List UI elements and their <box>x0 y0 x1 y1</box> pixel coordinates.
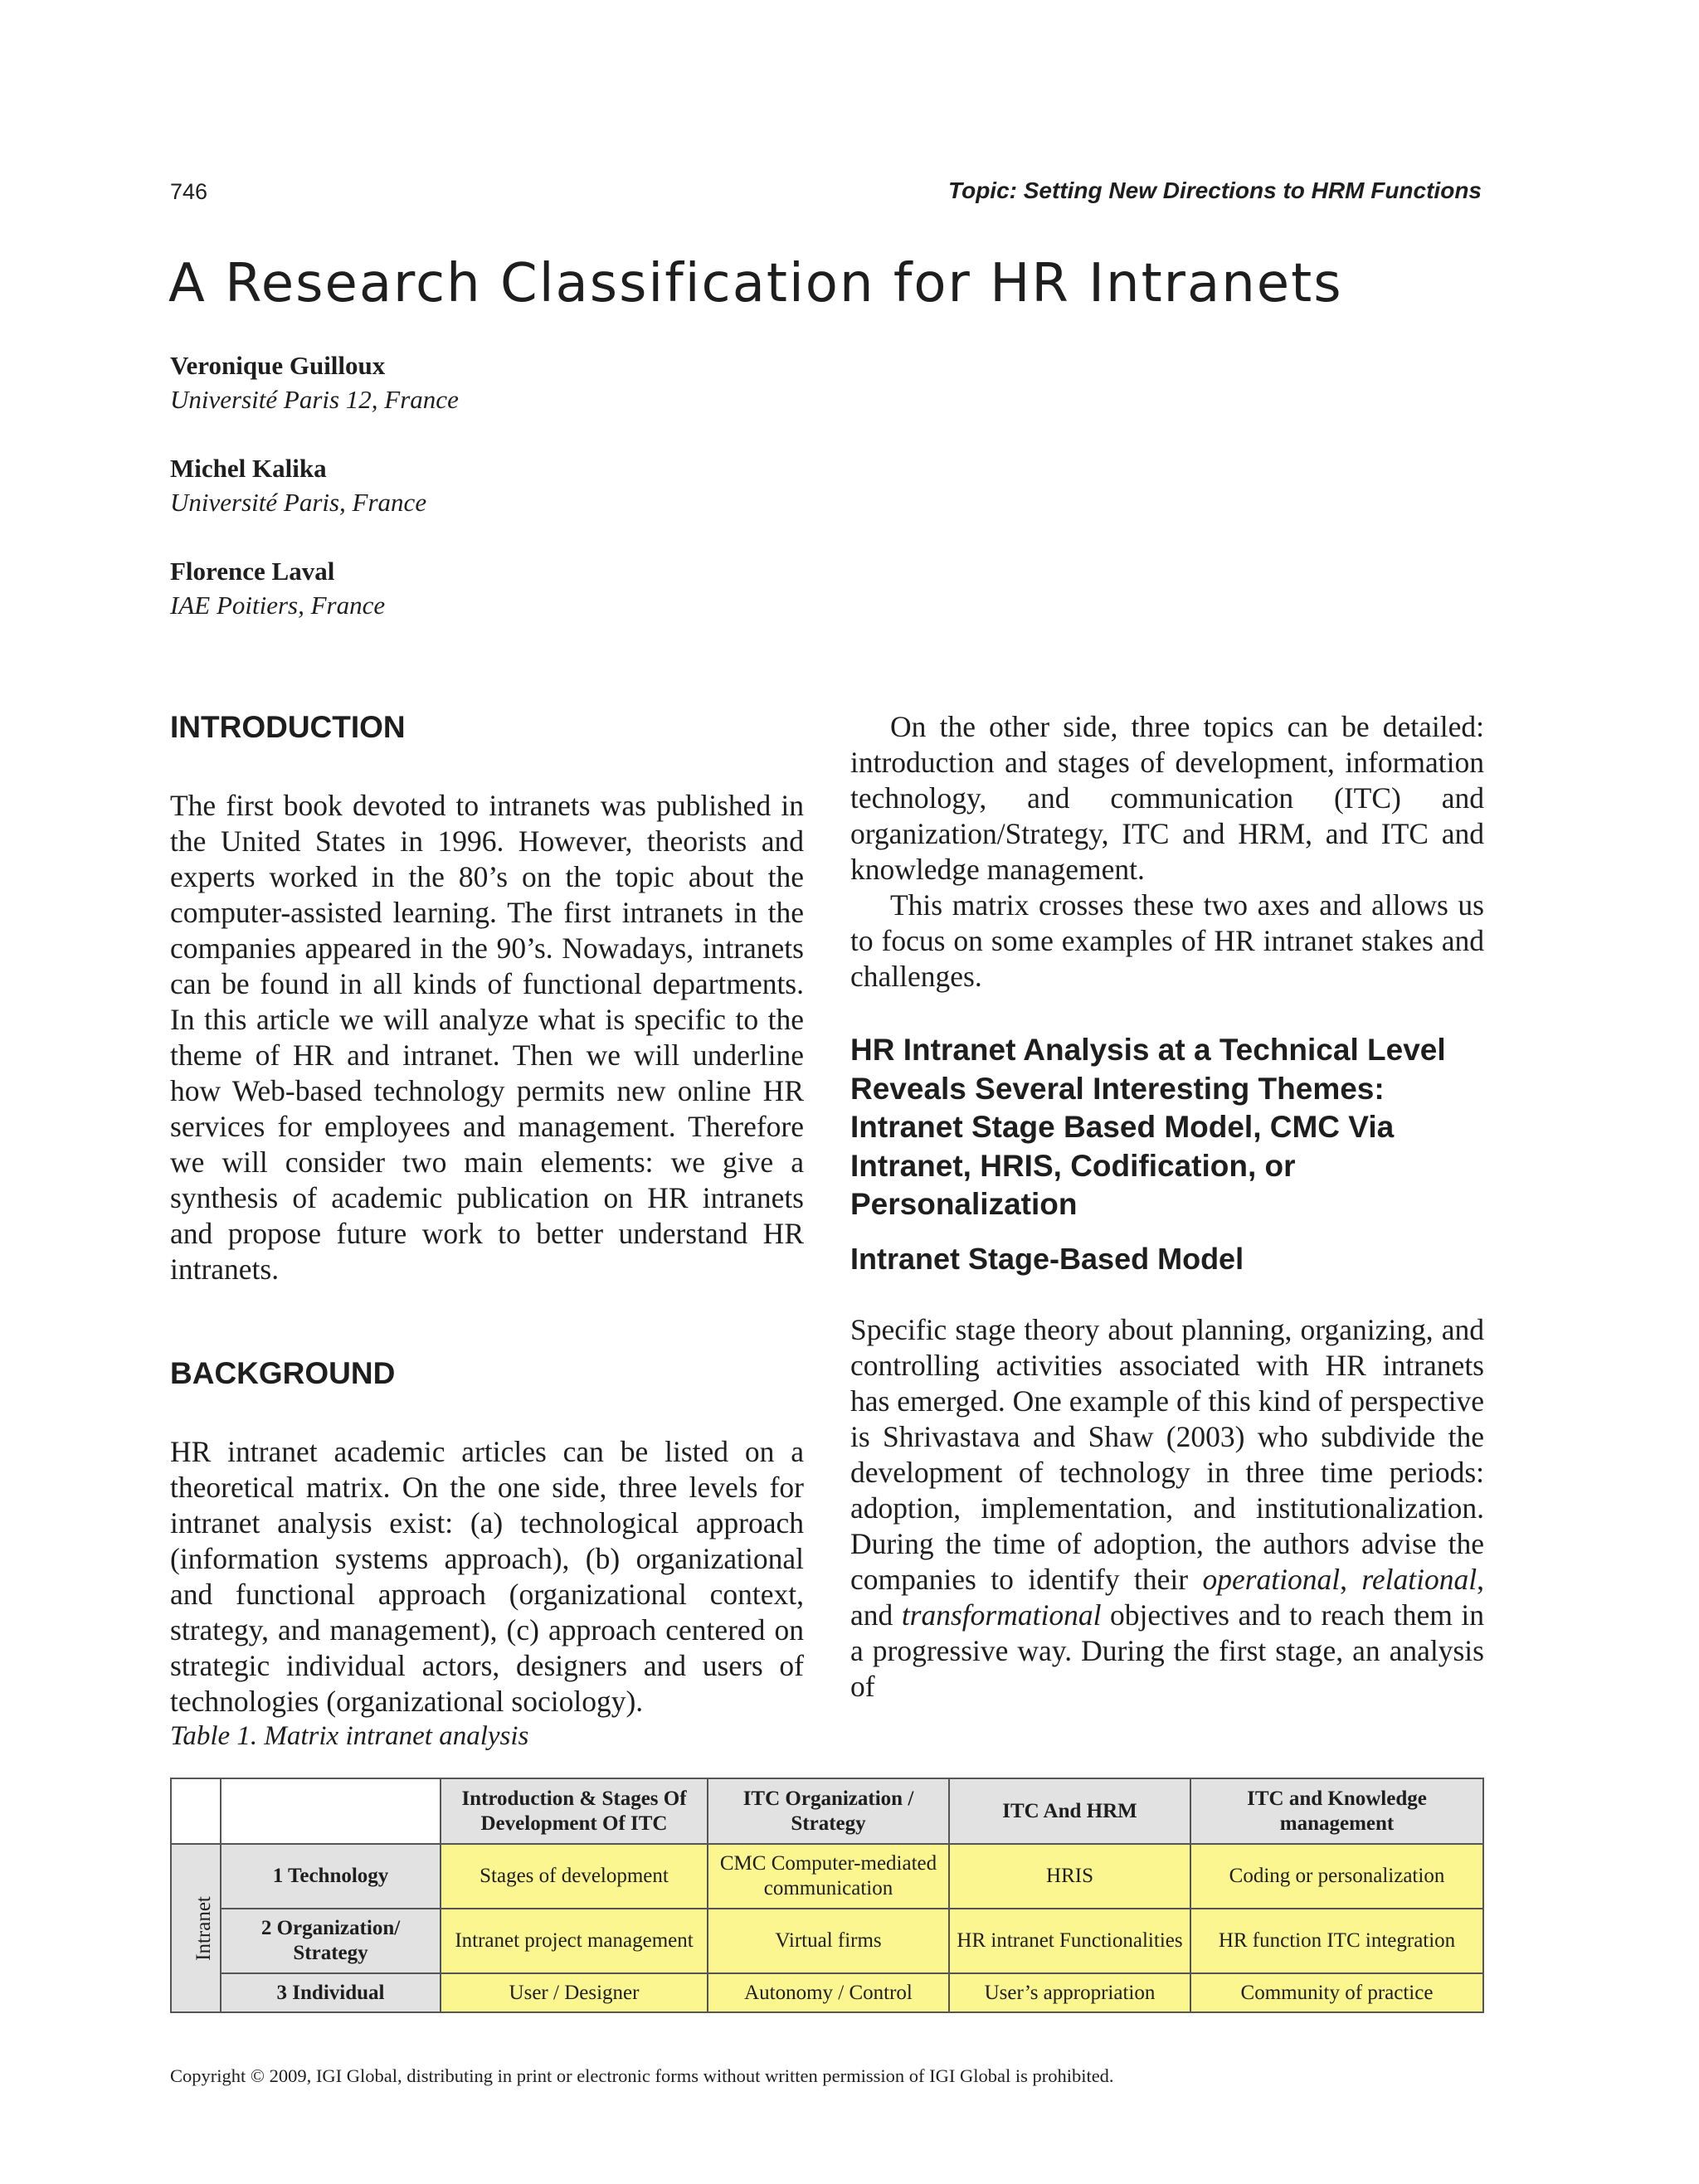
table-cell: Virtual firms <box>708 1909 949 1973</box>
author-affiliation: Université Paris, France <box>170 488 427 517</box>
table-row <box>171 1909 1483 1973</box>
left-column <box>170 709 804 1719</box>
column-header: ITC and Knowledge management <box>1190 1778 1483 1844</box>
section-heading: HR Intranet Analysis at a Technical Level Reveals Several Interesting Themes: Intranet Stage Based Model, CMC Via Intranet, HRIS, Codification, or Personalization <box>850 1033 1446 1221</box>
author-block <box>170 351 834 415</box>
matrix-paragraph: This matrix crosses these two axes and allows us to focus on some examples of HR intranet stakes and challenges. <box>850 888 1484 993</box>
author-block <box>170 454 834 518</box>
row-group-label: Intranet <box>171 1844 221 2012</box>
column-header: ITC And HRM <box>949 1778 1190 1844</box>
table-cell: HR intranet Functionalities <box>949 1909 1190 1973</box>
table-cell: User’s appropriation <box>949 1973 1190 2012</box>
background-paragraph: HR intranet academic articles can be listed on a theoretical matrix. On the one side, three levels for intranet analysis exist: (a) technological approach (information systems approach), (b) organizational and functional approach (organizational context, strategy, and management), (c) approach centered on strategic individual actors, designers and users of technologies (organizational sociology). <box>170 1435 804 1718</box>
row-header: 3 Individual <box>221 1973 441 2012</box>
stage-model-paragraph: Specific stage theory about planning, organizing, and controlling activities associated with HR intranets has emerged. One example of this kind of perspective is Shrivastava and Shaw (2003) who subdivide the development of technology in three time periods: adoption, implementation, and institutionalization. During the time of adoption, the authors advise the companies to identify their operational, relational, and transformational objectives and to reach them in a progressive way. During the first stage, an analysis of <box>850 1312 1484 1703</box>
matrix-table <box>170 1778 1484 2013</box>
author-block <box>170 557 834 620</box>
table-corner-cell <box>171 1778 221 1844</box>
introduction-heading: INTRODUCTION <box>170 710 406 744</box>
author-affiliation: Université Paris 12, France <box>170 385 459 414</box>
table-row <box>171 1844 1483 1909</box>
page-number: 746 <box>170 179 208 204</box>
table-cell: User / Designer <box>441 1973 708 2012</box>
column-header: ITC Organization / Strategy <box>708 1778 949 1844</box>
table-cell: CMC Computer-mediated communication <box>708 1844 949 1909</box>
table-cell: Intranet project management <box>441 1909 708 1973</box>
author-name: Veronique Guilloux <box>170 351 386 380</box>
table-corner-cell <box>221 1778 441 1844</box>
author-name: Florence Laval <box>170 557 335 586</box>
subsection-heading: Intranet Stage-Based Model <box>850 1241 1244 1276</box>
topics-paragraph: On the other side, three topics can be detailed: introduction and stages of development, information technology, and communication (ITC) and organization/Strategy, ITC and HRM, and ITC and knowledge management. <box>850 710 1484 886</box>
table-cell: Autonomy / Control <box>708 1973 949 2012</box>
row-header: 1 Technology <box>221 1844 441 1909</box>
row-header: 2 Organization/ Strategy <box>221 1909 441 1973</box>
table-cell: Stages of development <box>441 1844 708 1909</box>
column-header: Introduction & Stages Of Development Of ITC <box>441 1778 708 1844</box>
table-cell: Coding or personalization <box>1190 1844 1483 1909</box>
table-caption: Table 1. Matrix intranet analysis <box>170 1721 529 1751</box>
copyright-notice: Copyright © 2009, IGI Global, distributing in print or electronic forms without written permission of IGI Global is prohibited. <box>170 2065 1114 2086</box>
author-affiliation: IAE Poitiers, France <box>170 591 386 620</box>
right-column <box>850 709 1484 1705</box>
table-cell: Community of practice <box>1190 1973 1483 2012</box>
introduction-paragraph: The first book devoted to intranets was published in the United States in 1996. However, theorists and experts worked in the 80’s on the topic about the computer-assisted learning. The first intranets in the companies appeared in the 90’s. Nowadays, intranets can be found in all kinds of functional departments. In this article we will analyze what is specific to the theme of HR and intranet. Then we will underline how Web-based technology permits new online HR services for employees and management. Therefore we will consider two main elements: we give a synthesis of academic publication on HR intranets and propose future work to better understand HR intranets. <box>170 789 804 1286</box>
table-cell: HR function ITC integration <box>1190 1909 1483 1973</box>
article-title: A Research Classification for HR Intranets <box>168 253 1343 314</box>
running-header-topic: Topic: Setting New Directions to HRM Functions <box>948 178 1482 203</box>
table-row <box>171 1973 1483 2012</box>
background-heading: BACKGROUND <box>170 1356 396 1390</box>
table-cell: HRIS <box>949 1844 1190 1909</box>
author-name: Michel Kalika <box>170 454 327 483</box>
table-header-row <box>171 1778 1483 1844</box>
